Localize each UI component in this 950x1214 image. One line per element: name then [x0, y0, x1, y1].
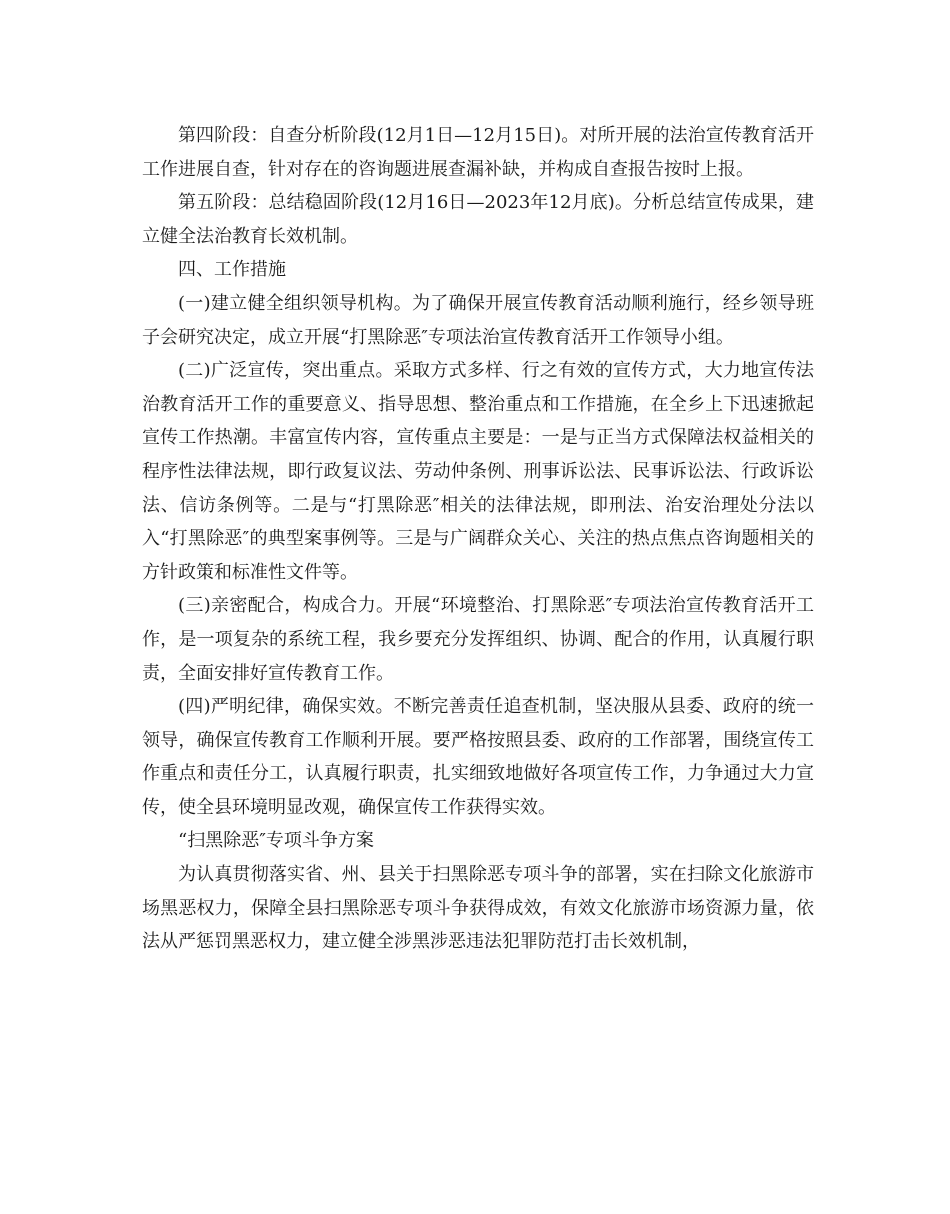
section-heading-work-measures: 四、工作措施	[178, 259, 286, 281]
paragraph-measure-two: (二)广泛宣传，突出重点。采取方式多样、行之有效的宣传方式，大力地宣传法治教育活开工作的重要意义、指导思想、整治重点和工作措施，在全乡上下迅速掀起宣传工作热潮。丰富宣传内容，宣传重点主要是：一是与正当方式保障法权益相关的程序性法律法规，即行政复议法、劳动仲条例、刑事诉讼法、民事诉讼法、行政诉讼法、信访条例等。二是与“打黑除恶″相关的法律法规，即刑法、治安治理处分法以入“打黑除恶″的典型案事例等。三是与广阔群众关心、关注的热点焦点咨询题相关的方针政策和标准性文件等。	[142, 360, 814, 583]
paragraph-stage-five: 第五阶段：总结稳固阶段(12月16日—2023年12月底)。分析总结宣传成果，建立健全法治教育长效机制。	[142, 192, 814, 247]
section-heading-campaign-plan: “扫黑除恶″专项斗争方案	[178, 830, 374, 852]
paragraph-measure-one: (一)建立健全组织领导机构。为了确保开展宣传教育活动顺利施行，经乡领导班子会研究决定，成立开展“打黑除恶″专项法治宣传教育活开工作领导小组。	[142, 292, 814, 348]
paragraph-measure-three: (三)亲密配合，构成合力。开展“环境整治、打黑除恶″专项法治宣传教育活开工作，是一项复杂的系统工程，我乡要充分发挥组织、协调、配合的作用，认真履行职责，全面安排好宣传教育工作。	[142, 595, 814, 684]
paragraph-stage-four: 第四阶段：自查分析阶段(12月1日—12月15日)。对所开展的法治宣传教育活开工作进展自查，针对存在的咨询题进展查漏补缺，并构成自查报告按时上报。	[142, 125, 814, 180]
document-body	[142, 119, 814, 959]
paragraph-campaign-intro: 为认真贯彻落实省、州、县关于扫黑除恶专项斗争的部署，实在扫除文化旅游市场黑恶权力，保障全县扫黑除恶专项斗争获得成效，有效文化旅游市场资源力量，依法从严惩罚黑恶权力，建立健全涉黑涉恶违法犯罪防范打击长效机制，	[142, 864, 814, 953]
paragraph-measure-four: (四)严明纪律，确保实效。不断完善责任追查机制，坚决服从县委、政府的统一领导，确保宣传教育工作顺利开展。要严格按照县委、政府的工作部署，围绕宣传工作重点和责任分工，认真履行职责，扎实细致地做好各项宣传工作，力争通过大力宣传，使全县环境明显改观，确保宣传工作获得实效。	[142, 696, 814, 818]
